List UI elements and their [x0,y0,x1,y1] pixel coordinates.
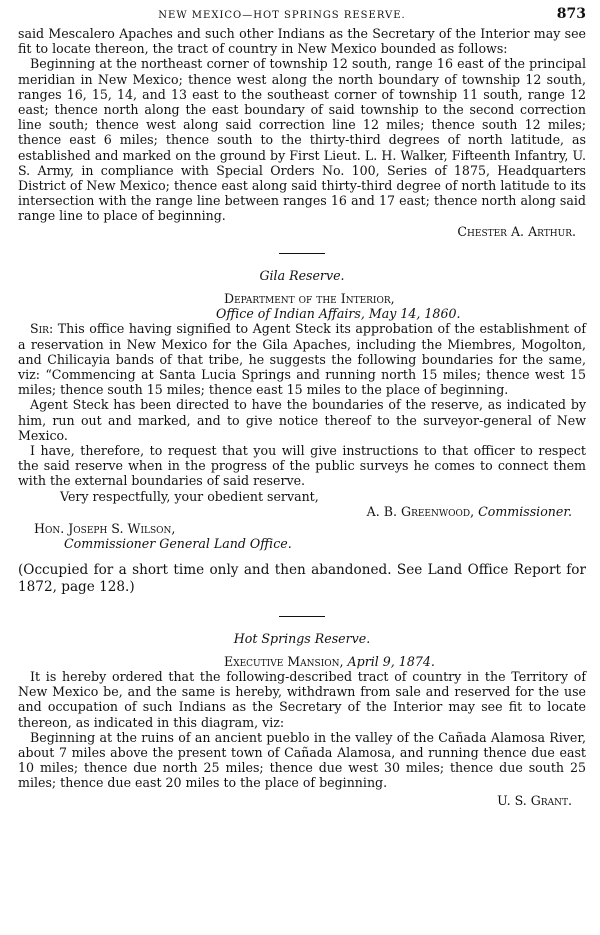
hot-springs-paragraph-1: It is hereby ordered that the following-described tract of country in the Territory of New Mexico be, and the same is hereby, withdrawn from sale and reserved for the use and occupation of such Indians as the Secretary of the Interior may see fit to locate thereon, as indicated in this diagram, viz: [18,668,586,730]
mescalero-boundary: Beginning at the northeast corner of township 12 south, range 16 east of the principal meridian in New Mexico; thence west along the north boundary of township 12 south, ranges 16, 15, 14, and 13 east to the southeast corner of township 11 south, range 12 east; thence north along the east boundary of said township to the second correction line south; thence west along said correction line 12 miles; thence south 12 miles; thence east 6 miles; thence south to the thirty-third degrees of north latitude, as established and marked on the ground by First Lieut. L. H. Walker, Fifteenth Infantry, U. S. Army, in compliance with Special Orders No. 100, Series of 1875, Headquarters District of New Mexico; thence east along said thirty-third degree of north latitude to its intersection with the range line between ranges 16 and 17 east; thence north along said range line to place of beginning. [18,56,586,224]
hot-springs-title: Hot Springs Reserve. [233,630,371,646]
document-page [18,6,586,808]
gila-title: Gila Reserve. [259,267,345,283]
department-name: Department of the Interior, [224,291,395,307]
gila-paragraph-1-text: This office having signified to Agent Steck its approbation of the establishment of a reservation in New Mexico for the Gila Apaches, including the Miembres, Mogolton, and Chilicayia bands of that tribe, he suggests the following boundaries for the same, viz: “Commencing at Santa Lucia Springs and running north 15 miles; thence west 15 miles; thence south 15 miles; thence east 15 miles to the place of beginning. [18,321,586,398]
hot-springs-dateline [224,654,586,669]
arthur-signature: Chester A. Arthur. [457,223,576,239]
section-divider [279,253,325,254]
addressee-name: Hon. Joseph S. Wilson, [34,521,176,537]
document-body [18,26,586,808]
gila-note: (Occupied for a short time only and then abandoned. See Land Office Report for 1872, page 128.) [18,561,586,595]
gila-paragraph-3: I have, therefore, to request that you will give instructions to that officer to respect the said reserve when in the progress of the public surveys he comes to connect them with the external boundaries of said reserve. [18,443,586,489]
greenwood-signature [18,504,572,519]
mescalero-intro: said Mescalero Apaches and such other Indians as the Secretary of the Interior may see fit to locate thereon, the tract of country in New Mexico bounded as follows: [18,26,586,57]
addressee-title: Commissioner General Land Office. [64,536,292,552]
page-number: 873 [556,6,586,22]
running-title: NEW MEXICO—HOT SPRINGS RESERVE. [158,10,406,21]
signer-title: Commissioner. [478,503,572,519]
gila-paragraph-1 [18,321,586,397]
running-head [18,6,586,26]
gila-department [224,291,586,306]
gila-office-date [216,306,586,321]
signer-name: A. B. Greenwood, [366,503,475,519]
hot-springs-paragraph-2: Beginning at the ruins of an ancient pueblo in the valley of the Cañada Alamosa River, about 7 miles above the present town of Cañada Alamosa, and running thence due east 10 miles; thence due north 25 miles; thence due west 30 miles; thence due south 25 miles; thence due east 20 miles to the place of beginning. [18,729,586,791]
grant-signature: U. S. Grant. [497,792,572,808]
mansion-name: Executive Mansion, [224,653,344,669]
office-date: Office of Indian Affairs, May 14, 1860. [216,306,461,322]
salutation: Sir: [30,321,54,337]
gila-paragraph-2: Agent Steck has been directed to have the boundaries of the reserve, as indicated by him, run out and marked, and to give notice thereof to the surveyor-general of New Mexico. [18,397,586,443]
order-date: April 9, 1874. [347,653,435,669]
section-divider [279,616,325,617]
gila-closing: Very respectfully, your obedient servant, [60,488,319,504]
